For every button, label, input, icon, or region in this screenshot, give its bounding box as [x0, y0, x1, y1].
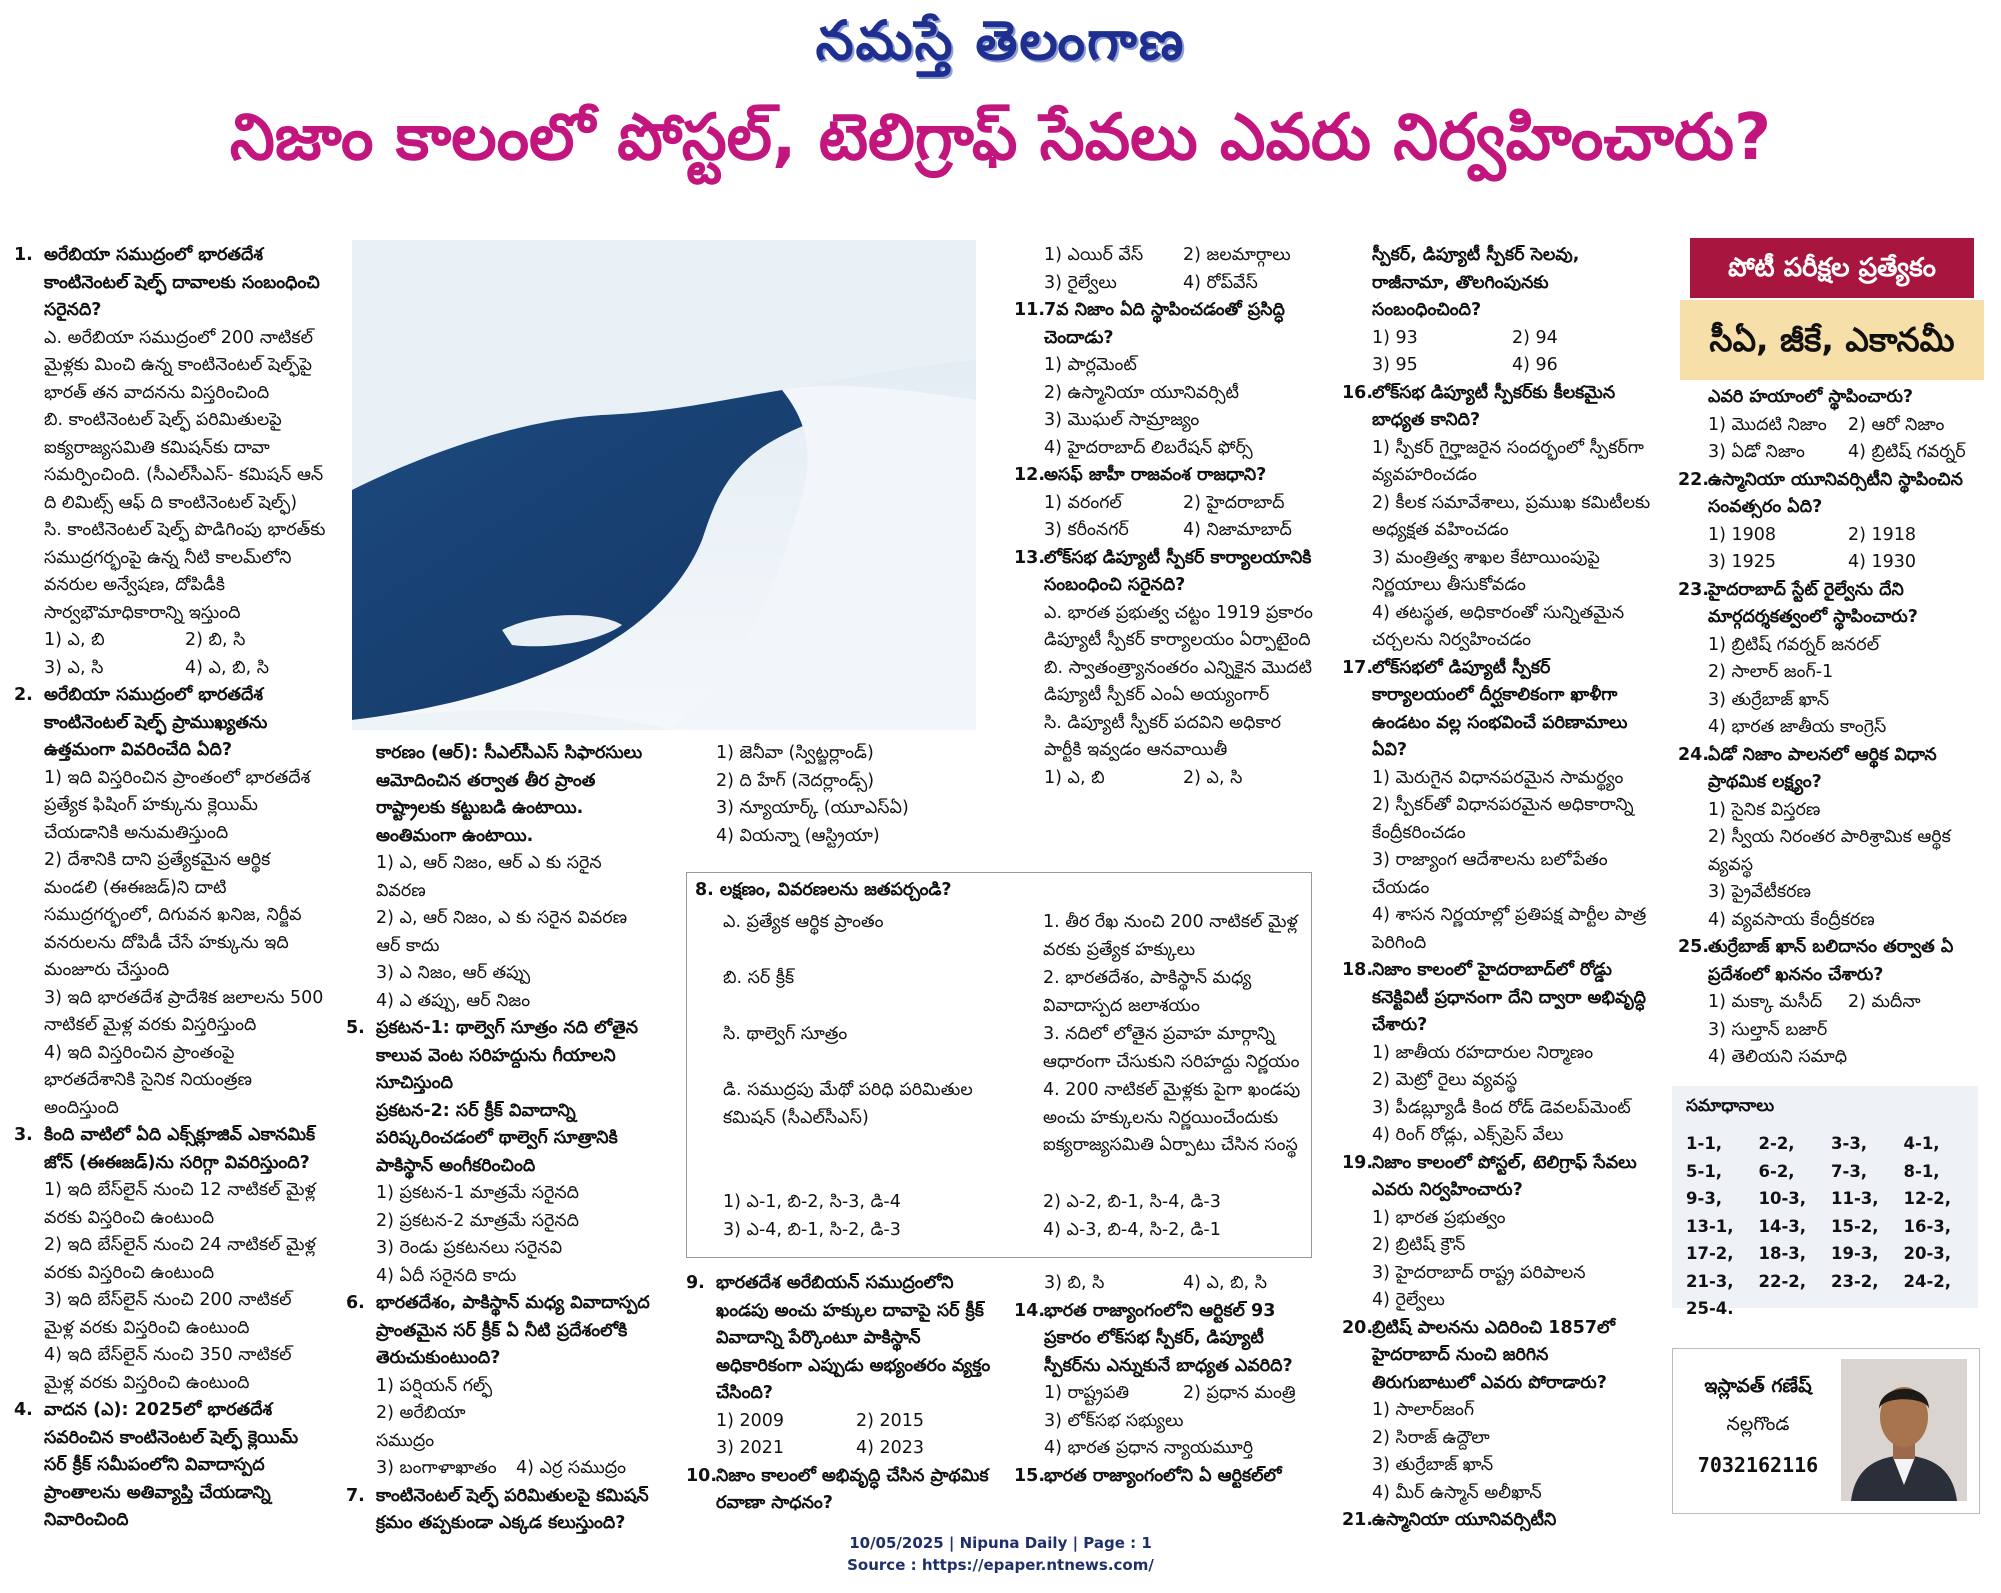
- option: ఎ. అరేబియా సముద్రంలో 200 నాటికల్ మైళ్లకు మించి ఉన్న కాంటినెంటల్ షెల్ఫ్‌పై భారత్ తన వాదనను విస్తరించింది: [44, 327, 313, 403]
- question: [14, 682, 326, 765]
- option: 3) బి, సి: [1044, 1273, 1105, 1293]
- question: [1678, 934, 1988, 989]
- option: 4) రింగ్ రోడ్లు, ఎక్స్‌ప్రెస్ వేలు: [1372, 1125, 1564, 1145]
- question-number: 22.: [1678, 469, 1710, 490]
- option-row: [14, 627, 326, 655]
- option: 4) 2023: [856, 1438, 925, 1458]
- answer-item: 24-2,: [1903, 1271, 1952, 1291]
- option: 1) జెనీవా (స్విట్జర్లాండ్): [716, 743, 874, 763]
- option: 4) 96: [1512, 355, 1558, 375]
- answer-item: 7-3,: [1831, 1161, 1868, 1181]
- question-number: 20.: [1342, 1317, 1374, 1338]
- option: 3) లోక్‌సభ సభ్యులు: [1044, 1410, 1184, 1431]
- option: బి. స్వాతంత్ర్యానంతరం ఎన్నికైన మొదటి డిప్యూటీ స్పీకర్ ఎంఏ అయ్యంగార్: [1044, 657, 1313, 705]
- option-row: [1014, 242, 1322, 270]
- option: 4) నిజామాబాద్: [1183, 520, 1292, 540]
- question: [14, 1397, 326, 1535]
- option: 3) ఏడో నిజాం: [1708, 442, 1805, 462]
- answer-item: 18-3,: [1758, 1244, 1807, 1263]
- option: 2) ఇది బేస్‌లైన్ నుంచి 24 నాటికల్ మైళ్ల వరకు విస్తరించి ఉంటుంది: [44, 1235, 316, 1283]
- question-number: 7.: [346, 1485, 365, 1506]
- question-number: 12.: [1014, 465, 1046, 485]
- option: 1) ఇది విస్తరించిన ప్రాంతంలో భారతదేశ ప్రత్యేక ఫిషింగ్ హక్కును క్లెయిమ్ చేయడానికి అనుమతిస్తుంది: [44, 767, 311, 843]
- question-text: భారత రాజ్యాంగంలోని ఏ ఆర్టికల్‌లో: [1044, 1465, 1282, 1486]
- option-row: [1014, 1270, 1322, 1298]
- option-row: [1678, 549, 1988, 577]
- question-text: ఏడో నిజాం పాలనలో ఆర్థిక విధాన ప్రాథమిక లక్ష్యం?: [1708, 744, 1937, 792]
- option: 2) అరేబియా సముద్రం: [376, 1403, 466, 1451]
- option-row: [1678, 989, 1988, 1017]
- option: 2) సిరాజ్ ఉద్దౌలా: [1372, 1427, 1490, 1448]
- question-text: హైదరాబాద్ స్టేట్ రైల్వేను దేని మార్గదర్శకత్వంలో స్థాపించారు?: [1708, 579, 1918, 627]
- option: 2) జలమార్గాలు: [1183, 245, 1291, 265]
- option-row: [1014, 1380, 1322, 1408]
- option: 2) కీలక సమావేశాలు, ప్రముఖ కమిటీలకు అధ్యక్షత వహించడం: [1372, 492, 1651, 540]
- option: 3) బంగాళాఖాతం: [376, 1458, 497, 1478]
- answer-item: 21-3,: [1686, 1271, 1734, 1291]
- column-5: [1342, 242, 1652, 1535]
- option: 2) స్పీకర్‌తో విధానపరమైన అధికారాన్ని కేంద్రీకరించడం: [1372, 795, 1634, 843]
- question-number: 1.: [14, 245, 33, 265]
- option-row: [1678, 412, 1988, 440]
- answer-item: 8-1,: [1903, 1161, 1940, 1181]
- question: [1014, 462, 1322, 490]
- option: 1) వరంగల్: [1044, 492, 1122, 513]
- question: [1014, 1463, 1322, 1491]
- answer-item: 19-3,: [1831, 1244, 1879, 1263]
- option: 1) 2009: [716, 1410, 785, 1431]
- question-text: అరేబియా సముద్రంలో భారతదేశ కాంటినెంటల్ షెల్ఫ్ ప్రాముఖ్యతను ఉత్తమంగా వివరించేది ఏది?: [44, 685, 268, 760]
- question: [1014, 1298, 1322, 1381]
- option: 1) ఇది బేస్‌లైన్ నుంచి 12 నాటికల్ మైళ్ల వరకు విస్తరించి ఉంటుంది: [44, 1180, 316, 1228]
- match-left-b: బి. సర్ క్రీక్: [723, 968, 795, 988]
- author-phone: 7032162116: [1697, 1453, 1819, 1477]
- answer-item: 9-3,: [1686, 1189, 1723, 1208]
- question-number: 15.: [1014, 1465, 1046, 1486]
- option-row: [1014, 765, 1322, 793]
- match-question-box: [686, 872, 1312, 1258]
- answers-title: సమాధానాలు: [1686, 1096, 1775, 1116]
- option-row: [1014, 490, 1322, 518]
- match-option-2: 2) ఎ-2, బి-1, సి-4, డి-3: [1043, 1192, 1221, 1212]
- option: 2) ఎ, ఆర్ నిజం, ఎ కు సరైన వివరణ ఆర్ కాదు: [376, 908, 628, 956]
- option: 4) హైదరాబాద్ లిబరేషన్ ఫోర్స్: [1044, 437, 1253, 458]
- question-text: భారతదేశం, పాకిస్థాన్ మధ్య వివాదాస్పద ప్రాంతమైన సర్ క్రీక్ ఏ నీటి ప్రదేశంలోకి తెరుచుకుంటుంది?: [376, 1293, 650, 1368]
- question-text: వాదన (ఎ): 2025లో భారతదేశ సవరించిన కాంటినెంటల్ షెల్ఫ్ క్లెయిమ్ సర్ క్రీక్ సమీపంలోని వివాదాస్పద ప్రాంతాలను అతివ్యాప్తి చేయడాన్ని నివారించింది: [44, 1400, 299, 1530]
- question: [1014, 297, 1322, 352]
- question-number: 19.: [1342, 1152, 1374, 1173]
- option: 3) రెండు ప్రకటనలు సరైనవి: [376, 1238, 563, 1258]
- option: 3) మంత్రిత్వ శాఖల కేటాయింపుపై నిర్ణయాలు తీసుకోవడం: [1372, 547, 1600, 595]
- option: 1) ప్రకటన-1 మాత్రమే సరైనది: [376, 1183, 580, 1203]
- question: [346, 1290, 656, 1373]
- option: 3) రైల్వేలు: [1044, 272, 1117, 293]
- question-number: 9.: [686, 1273, 705, 1293]
- question-text: బ్రిటిష్ పాలనను ఎదిరించి 1857లో హైదరాబాద్ నుంచి జరిగిన తిరుగుబాటులో ఎవరు పోరాడారు?: [1372, 1317, 1615, 1393]
- option: 4) ఎ తప్పు, ఆర్ నిజం: [376, 990, 531, 1011]
- column-3-bottom: [686, 1270, 996, 1518]
- masthead: నమస్తే తెలంగాణ: [815, 8, 1186, 72]
- option: [516, 1400, 656, 1455]
- option-row: [346, 1455, 656, 1483]
- option: 2) హైదరాబాద్: [1183, 492, 1285, 513]
- option: 4) ఎ, బి, సి: [185, 657, 269, 678]
- option: 1) పర్షియన్ గల్ఫ్: [376, 1375, 493, 1396]
- option: 1) ఎయిర్ వేస్: [1044, 245, 1144, 265]
- question-number: 24.: [1678, 744, 1710, 765]
- question-text: కారణం (ఆర్): సీఎల్‌సీఎస్ సిఫారసులు ఆమోదించిన తర్వాత తీర ప్రాంత రాష్ట్రాలకు కట్టుబడి ఉంటాయి. అంతిమంగా ఉంటాయి.: [376, 743, 643, 846]
- question-text: లోక్‌సభ డిప్యూటీ స్పీకర్‌కు కీలకమైన బాధ్యత కానిది?: [1372, 382, 1616, 430]
- footer-date: 10/05/2025 | Nipuna Daily | Page : 1: [849, 1534, 1152, 1552]
- banner-special: పోటీ పరీక్షల ప్రత్యేకం: [1690, 238, 1974, 298]
- question-text: లోక్‌సభలో డిప్యూటీ స్పీకర్ కార్యాలయంలో దీర్ఘకాలికంగా ఖాళీగా ఉండటం వల్ల సంభవించే పరిణామాలు ఏవి?: [1372, 657, 1628, 760]
- option-row: [1678, 439, 1988, 467]
- option: 1) ఎ, బి: [1044, 767, 1105, 788]
- answer-item: 2-2,: [1758, 1134, 1795, 1153]
- option: 1) జాతీయ రహదారుల నిర్మాణం: [1372, 1042, 1594, 1063]
- match-question: 8. లక్షణం, వివరణలను జతపర్చండి?: [695, 880, 952, 900]
- question: [14, 242, 326, 325]
- option: 3) 1925: [1708, 552, 1777, 572]
- option: 4) వ్యవసాయ కేంద్రీకరణ: [1708, 909, 1875, 930]
- option: సి. డిప్యూటీ స్పీకర్ పదవిని అధికార పార్టీకి ఇవ్వడం ఆనవాయితీ: [1044, 712, 1282, 760]
- answer-item: 20-3,: [1903, 1244, 1952, 1263]
- option: 4) రైల్వేలు: [1372, 1290, 1445, 1310]
- answer-item: 4-1,: [1903, 1134, 1940, 1153]
- ice-photo-illustration: [352, 240, 976, 730]
- option: 1) పార్లమెంట్: [1044, 355, 1137, 375]
- option: 1) స్పీకర్ గైర్హాజరైన సందర్భంలో స్పీకర్‌గా వ్యవహరించడం: [1372, 437, 1644, 485]
- answer-item: 1-1,: [1686, 1134, 1723, 1153]
- option: 3) సుల్తాన్ బజార్: [1708, 1019, 1828, 1040]
- question-number: 25.: [1678, 937, 1710, 957]
- match-right-4: 4. 200 నాటికల్ మైళ్లకు పైగా ఖండపు అంచు హక్కులను నిర్ణయించేందుకు ఐక్యరాజ్యసమితి ఏర్పాటు చేసిన సంస్థ: [1043, 1080, 1301, 1155]
- option: 2) ప్రధాన మంత్రి: [1183, 1383, 1296, 1403]
- option: 1) రాష్ట్రపతి: [1044, 1383, 1130, 1403]
- option: 3) 2021: [716, 1438, 785, 1458]
- answer-item: 5-1,: [1686, 1161, 1723, 1181]
- option: 4) భారత జాతీయ కాంగ్రెస్: [1708, 717, 1887, 737]
- match-right-3: 3. నదిలో లోతైన ప్రవాహ మార్గాన్ని ఆధారంగా చేసుకుని సరిహద్దు నిర్ణయం: [1043, 1024, 1300, 1072]
- question-text: నిజాం కాలంలో హైదరాబాద్‌లో రోడ్డు కనెక్టివిటీ ప్రధానంగా దేని ద్వారా అభివృద్ధి చేశారు?: [1372, 960, 1647, 1035]
- author-place: నల్లగొండ: [1726, 1413, 1790, 1435]
- question: [1342, 655, 1652, 765]
- option: 3) మొఘల్ సామ్రాజ్యం: [1044, 410, 1200, 430]
- question-number: 21.: [1342, 1510, 1374, 1530]
- match-left-c: సి. థాల్వెగ్ సూత్రం: [723, 1024, 848, 1044]
- question-number: 5.: [346, 1018, 365, 1038]
- option: 3) తుర్రేబాజ్ ఖాన్: [1372, 1455, 1494, 1475]
- option: 1) ఎ, బి: [44, 630, 105, 650]
- option: 4) ఎ, బి, సి: [1183, 1273, 1267, 1293]
- question: [14, 1122, 326, 1177]
- author-photo: [1841, 1359, 1967, 1501]
- question-number: 3.: [14, 1125, 33, 1145]
- answer-item: 15-2,: [1831, 1216, 1879, 1236]
- option: 2) 2015: [856, 1410, 925, 1431]
- question-number: 17.: [1342, 657, 1374, 678]
- option: 1) మొదటి నిజాం: [1708, 414, 1827, 435]
- answer-item: 10-3,: [1758, 1189, 1807, 1208]
- question-number: 13.: [1014, 547, 1046, 568]
- option: 2) ఉస్మానియా యూనివర్సిటీ: [1044, 382, 1239, 403]
- option: 4) 1930: [1848, 552, 1917, 572]
- match-left-a: ఎ. ప్రత్యేక ఆర్థిక ప్రాంతం: [723, 912, 884, 932]
- question: [1678, 467, 1988, 522]
- question-number: 18.: [1342, 960, 1374, 980]
- question-number: 11.: [1014, 300, 1046, 320]
- ice-sea-photo: [352, 240, 976, 730]
- option: 2) ఆరో నిజాం: [1848, 414, 1945, 435]
- banner-topics: సీఏ, జీకే, ఎకానమీ: [1680, 300, 1984, 380]
- question: [1342, 957, 1652, 1040]
- question-number: 4.: [14, 1400, 33, 1420]
- answer-item: 12-2,: [1903, 1189, 1952, 1208]
- question: [1342, 1315, 1652, 1398]
- option: 3) న్యూయార్క్ (యూఎస్ఏ): [716, 798, 909, 818]
- option: 2) ప్రకటన-2 మాత్రమే సరైనది: [376, 1210, 580, 1231]
- answer-item: 25-4.: [1686, 1299, 1734, 1318]
- option: 2) స్వీయ నిరంతర పారిశ్రామిక ఆర్థిక వ్యవస్థ: [1708, 827, 1951, 875]
- answer-item: 11-3,: [1831, 1189, 1879, 1208]
- question-number: 6.: [346, 1293, 365, 1313]
- option: 2) సాలార్ జంగ్-1: [1708, 662, 1834, 682]
- option: 1) మెరుగైన విధానపరమైన సామర్థ్యం: [1372, 767, 1624, 788]
- option-row: [1014, 270, 1322, 298]
- question-text: అసఫ్ జాహీ రాజవంశ రాజధాని?: [1044, 465, 1267, 485]
- answers-box: [1672, 1086, 1978, 1318]
- answer-item: 23-2,: [1831, 1271, 1879, 1291]
- answer-item: 22-2,: [1758, 1271, 1807, 1291]
- option: 3) ఇది భారతదేశ ప్రాదేశిక జలాలను 500 నాటికల్ మైళ్ల వరకు విస్తరిస్తుంది: [44, 987, 324, 1035]
- question-text: స్పీకర్, డిప్యూటీ స్పీకర్ సెలవు, రాజీనామా, తొలగింపునకు సంబంధించింది?: [1372, 245, 1580, 320]
- option: 4) ఏదీ సరైనది కాదు: [376, 1265, 517, 1286]
- option: 3) ప్రైవేటీకరణ: [1708, 882, 1811, 902]
- option-row: [686, 1435, 996, 1463]
- question: [1342, 1507, 1652, 1535]
- match-right-1: 1. తీర రేఖ నుంచి 200 నాటికల్ మైళ్ల వరకు ప్రత్యేక హక్కులు: [1043, 912, 1298, 960]
- question: [346, 1015, 656, 1098]
- option: 3) ఇది బేస్‌లైన్ నుంచి 200 నాటికల్ మైళ్ల వరకు విస్తరించి ఉంటుంది: [44, 1290, 292, 1338]
- option: 4) శాసన నిర్ణయాల్లో ప్రతిపక్ష పార్టీల పాత్ర పెరిగింది: [1372, 905, 1647, 953]
- question-text: కింది వాటిలో ఏది ఎక్స్‌క్లూజివ్ ఎకానమిక్ జోన్ (ఈఈజడ్)ను సరిగ్గా వివరిస్తుంది?: [44, 1125, 316, 1173]
- question-text: అరేబియా సముద్రంలో భారతదేశ కాంటినెంటల్ షెల్ఫ్ దావాలకు సంబంధించి సరైనది?: [44, 245, 320, 320]
- option: 4) భారత ప్రధాన న్యాయమూర్తి: [1044, 1438, 1254, 1458]
- question-text: భారత రాజ్యాంగంలోని ఆర్టికల్ 93 ప్రకారం లోక్‌సభ స్పీకర్, డిప్యూటీ స్పీకర్‌ను ఎన్నుకునే బాధ్యత ఎవరిది?: [1044, 1300, 1293, 1376]
- column-4-bottom: [1014, 1270, 1322, 1490]
- question: [1342, 1150, 1652, 1205]
- answer-item: 13-1,: [1686, 1216, 1734, 1236]
- question-text: నిజాం కాలంలో అభివృద్ధి చేసిన ప్రాథమిక రవాణా సాధనం?: [716, 1465, 989, 1513]
- question: [346, 740, 656, 850]
- question-text: భారతదేశ అరేబియన్ సముద్రంలోని ఖండపు అంచు హక్కుల దావాపై సర్ క్రీక్ వివాదాన్ని పేర్కొంటూ పాకిస్థాన్ అధికారికంగా ఎప్పుడు అభ్యంతరం వ్యక్తం చేసింది?: [716, 1273, 991, 1403]
- option: 4) వియన్నా (ఆస్ట్రియా): [716, 825, 880, 846]
- option: 1) సైనిక విస్తరణ: [1708, 799, 1821, 820]
- option-row: [1678, 522, 1988, 550]
- question-text: ఉస్మానియా యూనివర్సిటీని: [1372, 1510, 1557, 1530]
- match-option-1: 1) ఎ-1, బి-2, సి-3, డి-4: [723, 1192, 901, 1212]
- option: 4) తటస్థత, అధికారంతో సున్నితమైన చర్చలను నిర్వహించడం: [1372, 602, 1625, 650]
- option: 4) ఇది బేస్‌లైన్ నుంచి 350 నాటికల్ మైళ్ల వరకు విస్తరించి ఉంటుంది: [44, 1345, 292, 1393]
- option: 2) 1918: [1848, 524, 1917, 545]
- match-option-4: 4) ఎ-3, బి-4, సి-2, డి-1: [1043, 1220, 1221, 1240]
- answer-item: 6-2,: [1758, 1161, 1795, 1181]
- option: 3) ఎ, సి: [44, 657, 104, 678]
- option: 3) ఎ నిజం, ఆర్ తప్పు: [376, 963, 531, 983]
- answer-item: 14-3,: [1758, 1216, 1807, 1236]
- question: [686, 1463, 996, 1518]
- question-number: 16.: [1342, 382, 1374, 403]
- question-text: లోక్‌సభ డిప్యూటీ స్పీకర్ కార్యాలయానికి సంబంధించి సరైనది?: [1044, 547, 1312, 595]
- answer-item: 17-2,: [1686, 1244, 1734, 1263]
- option: 3) పీడబ్ల్యూడీ కింద రోడ్ డెవలప్‌మెంట్: [1372, 1097, 1631, 1118]
- option: 4) తెలియని సమాధి: [1708, 1047, 1848, 1067]
- option: 4) ఇది విస్తరించిన ప్రాంతంపై భారతదేశానికి సైనిక నియంత్రణ అందిస్తుంది: [44, 1042, 252, 1118]
- match-left-d: డి. సముద్రపు మేథో పరిధి పరిమితుల కమిషన్ (సీఎల్‌సీఎస్): [723, 1080, 973, 1128]
- question-text: ఎవరి హయాంలో స్థాపించారు?: [1708, 387, 1914, 407]
- option-row: [686, 1408, 996, 1436]
- column-3-top: [686, 740, 996, 850]
- column-4-top: [1014, 242, 1322, 792]
- question-number: 2.: [14, 685, 33, 705]
- option: 2) మెట్రో రైలు వ్యవస్థ: [1372, 1070, 1518, 1090]
- question-number: 14.: [1014, 1300, 1046, 1321]
- option: 3) 95: [1372, 355, 1418, 375]
- question: [346, 1483, 656, 1538]
- question-number: 10.: [686, 1465, 718, 1486]
- question-text: కాంటినెంటల్ షెల్ఫ్ పరిమితులపై కమిషన్ క్రమం తప్పకుండా ఎక్కడ కలుస్తుంది?: [376, 1485, 649, 1533]
- option-row: [1342, 325, 1652, 353]
- match-option-3: 3) ఎ-4, బి-1, సి-2, డి-3: [723, 1220, 901, 1240]
- option: 2) ఎ, సి: [1183, 767, 1243, 788]
- option: 2) 94: [1512, 327, 1558, 348]
- author-name: ఇస్లావత్ గణేష్: [1704, 1375, 1812, 1397]
- answer-item: 16-3,: [1903, 1216, 1952, 1236]
- option: 1) సాలార్‌జంగ్: [1372, 1400, 1475, 1420]
- footer-source: Source : https://epaper.ntnews.com/: [847, 1556, 1154, 1574]
- column-2: [346, 740, 656, 1538]
- question: [1678, 384, 1988, 412]
- question-text: తుర్రేబాజ్ ఖాన్ బలిదానం తర్వాత ఏ ప్రదేశంలో ఖననం చేశారు?: [1708, 937, 1954, 985]
- column-6: [1678, 384, 1988, 1072]
- option: 3) కరీంనగర్: [1044, 520, 1129, 540]
- option-row: [1342, 352, 1652, 380]
- option: 2) ది హేగ్ (నెదర్లాండ్స్): [716, 770, 875, 791]
- option: 1) బ్రిటిష్ గవర్నర్ జనరల్: [1708, 634, 1880, 655]
- question-text: ప్రకటన-1: థాల్వెగ్ సూత్రం నది లోతైన కాలువ వెంట సరిహద్దును గీయాలని సూచిస్తుంది: [376, 1018, 639, 1093]
- question: [1678, 742, 1988, 797]
- question: [1014, 545, 1322, 600]
- option: బి. కాంటినెంటల్ షెల్ఫ్ పరిమితులపై ఐక్యరాజ్యసమితి కమిషన్‌కు దావా సమర్పించింది. (సీఎల్‌సీఎస్- కమిషన్ ఆన్ ది లిమిట్స్ ఆఫ్ ది కాంటినెంటల్ షెల్ఫ్): [44, 410, 324, 513]
- option: 3) రాజ్యాంగ ఆదేశాలను బలోపేతం చేయడం: [1372, 850, 1608, 898]
- option: 4) ఎర్ర సముద్రం: [516, 1458, 626, 1478]
- question-text: ఉస్మానియా యూనివర్సిటీని స్థాపించిన సంవత్సరం ఏది?: [1708, 469, 1963, 517]
- option: 1) 93: [1372, 327, 1418, 348]
- question: [1342, 242, 1652, 325]
- question: [1342, 380, 1652, 435]
- answer-item: 3-3,: [1831, 1134, 1868, 1153]
- headline: నిజాం కాలంలో పోస్టల్, టెలిగ్రాఫ్ సేవలు ఎవరు నిర్వహించారు?: [229, 101, 1772, 175]
- question-text: 7వ నిజాం ఏది స్థాపించడంతో ప్రసిద్ధి చెందాడు?: [1044, 300, 1285, 348]
- column-1: [14, 242, 326, 1535]
- question-number: 23.: [1678, 579, 1710, 600]
- question-text: నిజాం కాలంలో పోస్టల్, టెలిగ్రాఫ్ సేవలు ఎవరు నిర్వహించారు?: [1372, 1152, 1637, 1200]
- option: 2) బి, సి: [185, 630, 246, 650]
- option: 1) భారత ప్రభుత్వం: [1372, 1207, 1506, 1228]
- question: [346, 1098, 656, 1181]
- option: 2) దేశానికి దాని ప్రత్యేకమైన ఆర్థిక మండలి (ఈఈజడ్)ని దాటి సముద్రగర్భంలో, దిగువన ఖనిజ, నిర్జీవ వనరులను దోపిడీ చేసే హక్కును ఇది మంజూరు చేస్తుంది: [44, 850, 302, 980]
- match-right-2: 2. భారతదేశం, పాకిస్థాన్ మధ్య వివాదాస్పద జలాశయం: [1043, 968, 1252, 1016]
- option: 3) హైదరాబాద్ రాష్ట్ర పరిపాలన: [1372, 1262, 1586, 1283]
- option: 1) ఎ, ఆర్ నిజం, ఆర్ ఎ కు సరైన వివరణ: [376, 853, 602, 901]
- question: [1678, 577, 1988, 632]
- option: 4) రోప్‌వేస్: [1183, 272, 1258, 293]
- option: 2) మదీనా: [1848, 992, 1921, 1012]
- question-text: ప్రకటన-2: సర్ క్రీక్ వివాదాన్ని పరిష్కరించడంలో థాల్వెగ్ సూత్రానికి పాకిస్థాన్ అంగీకరించింది: [376, 1100, 618, 1176]
- option-row: [1014, 517, 1322, 545]
- option: 4) బ్రిటిష్ గవర్నర్: [1848, 442, 1966, 462]
- option: సి. కాంటినెంటల్ షెల్ఫ్ పొడిగింపు భారత్‌కు సముద్రగర్భంపై ఉన్న నీటి కాలమ్‌లోని వనరుల అన్వేషణ, దోపిడీకి సార్వభౌమాధికారాన్ని ఇస్తుంది: [44, 520, 326, 623]
- option: ఎ. భారత ప్రభుత్వ చట్టం 1919 ప్రకారం డిప్యూటీ స్పీకర్ కార్యాలయం ఏర్పాటైంది: [1044, 602, 1313, 650]
- answers-grid: [1686, 1130, 1976, 1323]
- question: [686, 1270, 996, 1408]
- option: 2) బ్రిటిష్ క్రౌన్: [1372, 1235, 1466, 1255]
- option: 3) తుర్రేబాజ్ ఖాన్: [1708, 689, 1830, 710]
- option: 1) మక్కా మసీద్: [1708, 992, 1823, 1012]
- author-box: [1672, 1348, 1980, 1514]
- option-row: [14, 655, 326, 683]
- option: 4) మీర్ ఉస్మాన్ అలీఖాన్: [1372, 1482, 1542, 1503]
- option-row: [346, 1400, 656, 1455]
- option: 1) 1908: [1708, 524, 1777, 545]
